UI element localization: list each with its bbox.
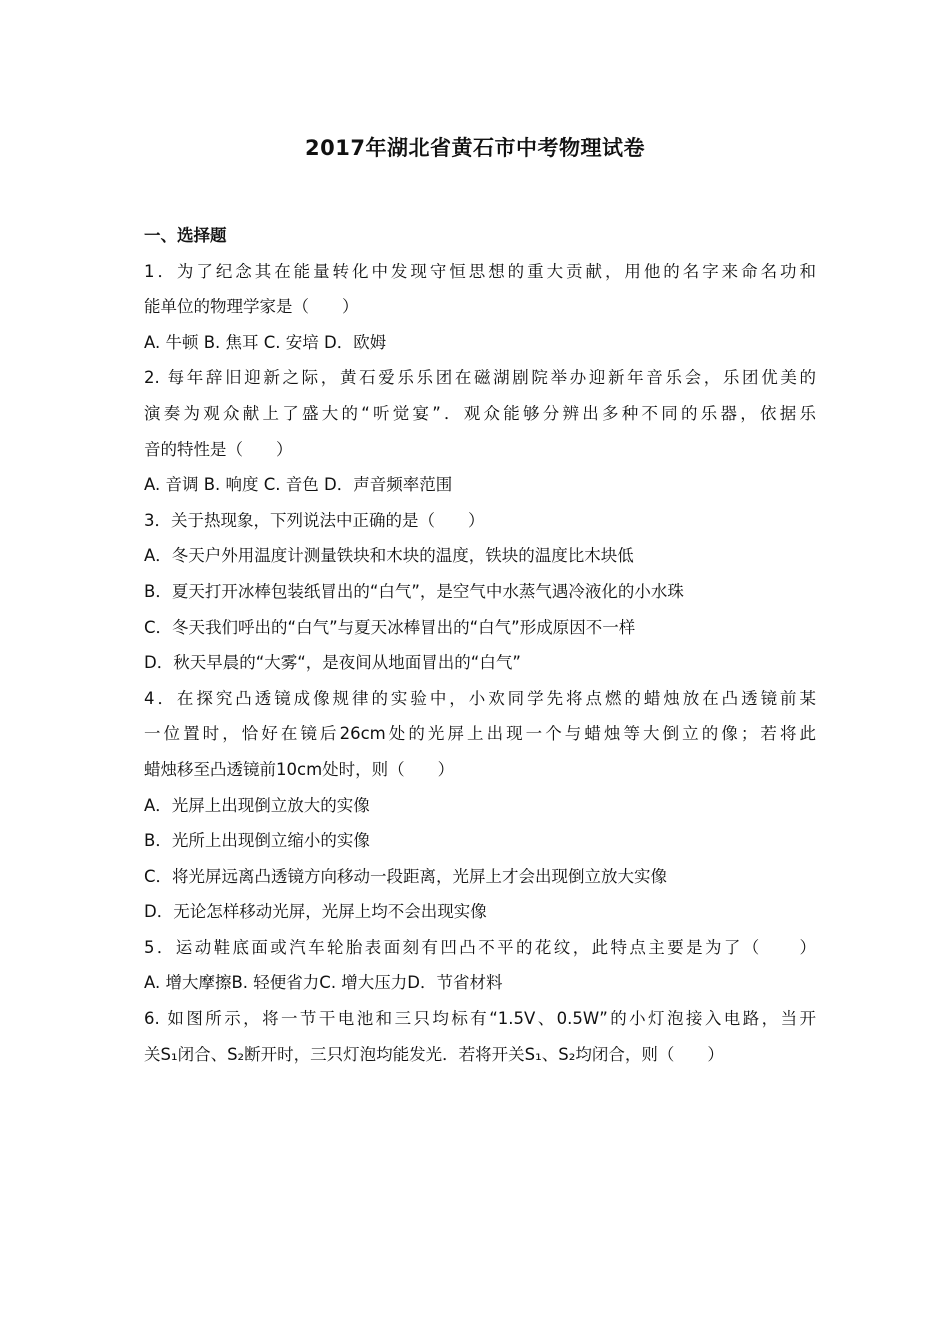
q6-stem-line-2: 关S₁闭合、S₂断开时，三只灯泡均能发光．若将开关S₁、S₂均闭合，则（ ） xyxy=(144,1044,724,1064)
q4-stem-line-2: 一位置时，恰好在镜后26cm处的光屏上出现一个与蜡烛等大倒立的像；若将此 xyxy=(144,724,816,744)
q1-options: A. 牛顿 B. 焦耳 C. 安培 D．欧姆 xyxy=(144,332,387,352)
q2-stem-line-3: 音的特性是（ ） xyxy=(144,439,293,459)
q3-option-a: A．冬天户外用温度计测量铁块和木块的温度，铁块的温度比木块低 xyxy=(144,546,634,566)
q6-stem-line-1: 6. 如图所示，将一节干电池和三只均标有“1.5V、0.5W”的小灯泡接入电路，当开 xyxy=(144,1009,816,1029)
q3-option-b: B．夏天打开冰棒包装纸冒出的“白气”，是空气中水蒸气遇冷液化的小水珠 xyxy=(144,581,684,601)
q1-stem-line-1: 1．为了纪念其在能量转化中发现守恒思想的重大贡献，用他的名字来命名功和 xyxy=(144,261,816,281)
q2-stem-line-1: 2. 每年辞旧迎新之际，黄石爱乐乐团在磁湖剧院举办迎新年音乐会，乐团优美的 xyxy=(144,368,816,388)
q2-stem-line-2: 演奏为观众献上了盛大的“听觉宴”．观众能够分辨出多种不同的乐器，依据乐 xyxy=(144,403,816,423)
q2-options: A. 音调 B. 响度 C. 音色 D．声音频率范围 xyxy=(144,475,453,495)
q5-options: A. 增大摩擦B. 轻便省力C. 增大压力D．节省材料 xyxy=(144,973,503,993)
question-list xyxy=(144,218,816,1072)
q3-option-d: D．秋天早晨的“大雾“，是夜间从地面冒出的“白气” xyxy=(144,653,521,673)
q4-option-c: C．将光屏远离凸透镜方向移动一段距离，光屏上才会出现倒立放大实像 xyxy=(144,866,668,886)
section-heading: 一、选择题 xyxy=(144,226,227,245)
q5-stem: 5．运动鞋底面或汽车轮胎表面刻有凹凸不平的花纹，此特点主要是为了（ ） xyxy=(144,937,816,957)
q4-option-a: A．光屏上出现倒立放大的实像 xyxy=(144,795,370,815)
q3-stem: 3．关于热现象，下列说法中正确的是（ ） xyxy=(144,510,485,530)
q4-option-d: D．无论怎样移动光屏，光屏上均不会出现实像 xyxy=(144,902,487,922)
q4-stem-line-3: 蜡烛移至凸透镜前10cm处时，则（ ） xyxy=(144,759,455,779)
q4-option-b: B．光所上出现倒立缩小的实像 xyxy=(144,831,370,851)
page-title: 2017年湖北省黄石市中考物理试卷 xyxy=(305,136,645,160)
q1-stem-line-2: 能单位的物理学家是（ ） xyxy=(144,297,359,317)
q4-stem-line-1: 4．在探究凸透镜成像规律的实验中，小欢同学先将点燃的蜡烛放在凸透镜前某 xyxy=(144,688,816,708)
q3-option-c: C．冬天我们呼出的“白气”与夏天冰棒冒出的“白气”形成原因不一样 xyxy=(144,617,636,637)
